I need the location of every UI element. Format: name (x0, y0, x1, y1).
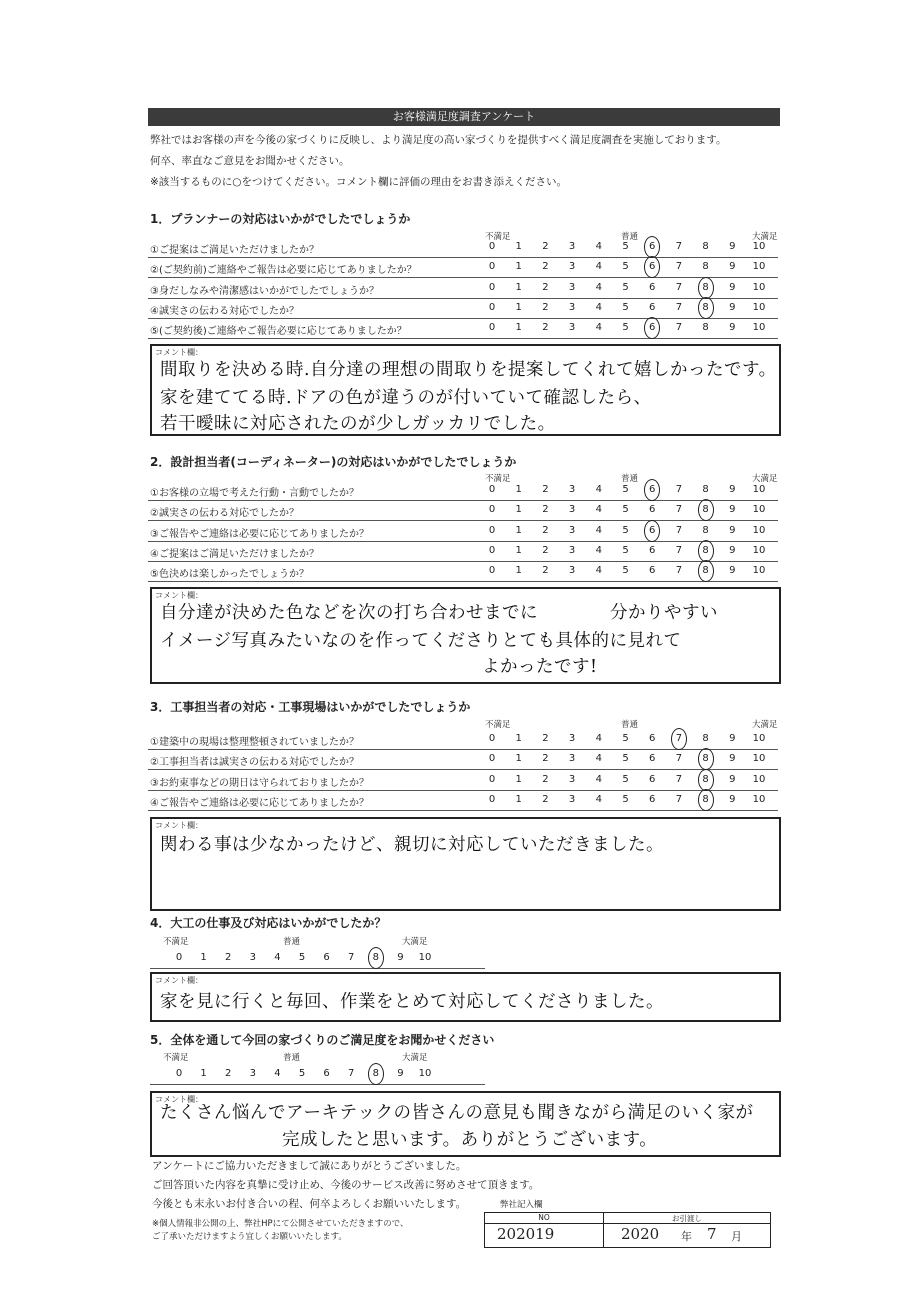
rating-option[interactable]: 5 (298, 1068, 306, 1079)
rating-option[interactable]: 8 (702, 322, 709, 334)
rating-option[interactable]: 9 (729, 504, 736, 516)
rating-option[interactable]: 8 (369, 1068, 383, 1079)
rating-option[interactable]: 1 (515, 733, 522, 744)
rating-option[interactable]: 6 (645, 484, 659, 495)
rating-option[interactable]: 4 (595, 484, 602, 495)
rating-option[interactable]: 9 (729, 241, 736, 252)
rating-option[interactable]: 10 (752, 733, 766, 744)
rating-option[interactable]: 5 (622, 504, 629, 516)
comment-line: よかったです! (482, 657, 598, 677)
rating-option[interactable]: 7 (675, 261, 683, 273)
rating-option[interactable]: 9 (729, 484, 736, 495)
rating-option[interactable]: 2 (542, 241, 549, 252)
rating-option[interactable]: 9 (729, 524, 736, 536)
rating-option[interactable]: 4 (274, 952, 281, 963)
comment-line: たくさん悩んでアーキテックの皆さんの意見も聞きながら満足のいく家が (160, 1103, 754, 1123)
survey-title: お客様満足度調査アンケート (148, 108, 780, 126)
rating-option[interactable]: 9 (729, 281, 736, 293)
rating-option[interactable]: 8 (699, 545, 713, 556)
rating-option[interactable]: 2 (542, 773, 549, 785)
rating-option[interactable]: 6 (649, 281, 656, 293)
rating-option[interactable]: 7 (675, 753, 683, 765)
rating-option[interactable]: 9 (729, 565, 736, 577)
comment-label: コメント欄： (155, 821, 203, 830)
rating-option[interactable]: 0 (175, 952, 183, 963)
rating-option[interactable]: 9 (729, 544, 736, 556)
scale-high-label: 大満足 (402, 937, 428, 947)
rating-option[interactable]: 2 (542, 261, 549, 273)
rating-option[interactable]: 0 (488, 322, 496, 334)
privacy-line-2: ご了承いただけますよう宜しくお願いいたします。 (152, 1232, 347, 1242)
rating-row (148, 770, 778, 791)
rating-option[interactable]: 2 (542, 484, 549, 495)
rating-option[interactable]: 3 (568, 322, 576, 334)
rating-option[interactable]: 3 (568, 301, 576, 313)
rating-option[interactable]: 1 (515, 565, 522, 577)
rating-option[interactable]: 7 (675, 565, 683, 577)
scale-low-label: 不満足 (485, 232, 511, 242)
section-4-comment-box[interactable] (150, 972, 781, 1022)
rating-option[interactable]: 4 (595, 773, 602, 785)
rating-option[interactable]: 1 (200, 1068, 207, 1079)
scale-mid-label: 普通 (621, 720, 639, 730)
rating-option[interactable]: 10 (752, 753, 766, 765)
comment-label: コメント欄： (155, 348, 203, 357)
rating-option[interactable]: 8 (369, 952, 383, 963)
rating-option[interactable]: 5 (622, 733, 629, 744)
rating-row (148, 318, 778, 339)
rating-option[interactable]: 5 (622, 524, 629, 536)
rating-option[interactable]: 10 (752, 322, 766, 334)
rating-option[interactable]: 0 (488, 504, 496, 516)
rating-row (148, 790, 778, 811)
rating-row (148, 729, 778, 750)
scale-high-label: 大満足 (402, 1053, 428, 1063)
rating-option[interactable]: 4 (595, 733, 602, 744)
rating-option[interactable]: 3 (568, 753, 576, 765)
rating-option[interactable]: 6 (649, 504, 656, 516)
intro-line-3: ※該当するものに○をつけてください。コメント欄に評価の理由をお書き添えください。 (150, 176, 567, 188)
section-5-comment-box[interactable] (150, 1091, 781, 1157)
rating-option[interactable]: 7 (675, 773, 683, 785)
rating-option[interactable]: 10 (752, 281, 766, 293)
rating-option[interactable]: 3 (568, 261, 576, 273)
rating-option[interactable]: 4 (595, 793, 602, 805)
rating-option[interactable]: 3 (568, 504, 576, 516)
rating-option[interactable]: 4 (595, 281, 602, 293)
rating-option[interactable]: 0 (488, 565, 496, 577)
rating-option[interactable]: 2 (542, 565, 549, 577)
rating-option[interactable]: 1 (200, 952, 207, 963)
section-5-heading: 5．全体を通して今回の家づくりのご満足度をお聞かせください (150, 1033, 495, 1047)
rating-option[interactable]: 7 (672, 733, 686, 744)
rating-option[interactable]: 2 (542, 753, 549, 765)
handover-year: 2020 (621, 1225, 660, 1243)
rating-option[interactable]: 5 (622, 544, 629, 556)
rating-option[interactable]: 5 (622, 753, 629, 765)
rating-option[interactable]: 4 (595, 544, 602, 556)
rating-option[interactable]: 2 (542, 281, 549, 293)
scale-mid-label: 普通 (283, 937, 301, 947)
comment-line: 完成したと思います。ありがとうございます。 (282, 1130, 658, 1150)
section-2-comment-box[interactable] (150, 587, 781, 684)
rating-row (150, 948, 485, 969)
rating-option[interactable]: 7 (675, 504, 683, 516)
question-text: ④ご報告やご連絡は必要に応じてありましたか？ (150, 797, 369, 809)
rating-option[interactable]: 6 (645, 322, 659, 333)
rating-option[interactable]: 2 (225, 1068, 232, 1079)
rating-option[interactable]: 1 (515, 544, 522, 556)
rating-option[interactable]: 3 (249, 1068, 256, 1079)
rating-option[interactable]: 3 (568, 544, 576, 556)
question-text: ④ご提案はご満足いただけましたか？ (150, 548, 319, 560)
rating-option[interactable]: 9 (729, 773, 736, 785)
rating-option[interactable]: 4 (595, 322, 602, 334)
section-3-heading: 3．工事担当者の対応・工事現場はいかがでしたでしょうか (150, 700, 471, 714)
question-text: ①お客様の立場で考えた行動・言動でしたか？ (150, 488, 359, 499)
question-text: ⑤(ご契約後)ご連絡やご報告必要に応じてありましたか？ (150, 326, 407, 338)
rating-option[interactable]: 8 (702, 733, 709, 744)
rating-option[interactable]: 2 (542, 322, 549, 334)
rating-option[interactable]: 3 (568, 524, 576, 536)
section-3-comment-box[interactable] (150, 817, 781, 911)
rating-option[interactable]: 6 (645, 241, 659, 252)
rating-option[interactable]: 4 (595, 565, 602, 577)
month-unit: 月 (731, 1230, 742, 1243)
rating-option[interactable]: 4 (595, 524, 602, 536)
rating-option[interactable]: 8 (702, 241, 709, 252)
rating-option[interactable]: 0 (488, 793, 496, 805)
section-4-heading: 4．大工の仕事及び対応はいかがでしたか？ (150, 916, 387, 930)
rating-option[interactable]: 6 (649, 773, 656, 785)
rating-option[interactable]: 6 (649, 793, 656, 805)
rating-option[interactable]: 1 (515, 524, 522, 536)
question-text: ②(ご契約前)ご連絡やご報告は必要に応じてありましたか？ (150, 265, 417, 277)
footer-line-3: 今後とも末永いお付き合いの程、何卒よろしくお願いいたします。 (152, 1198, 467, 1210)
rating-option[interactable]: 10 (418, 952, 432, 963)
rating-option[interactable]: 3 (568, 281, 576, 293)
rating-option[interactable]: 3 (568, 793, 576, 805)
rating-option[interactable]: 7 (348, 1068, 355, 1079)
question-text: ③ご報告やご連絡は必要に応じてありましたか？ (150, 528, 369, 540)
rating-option[interactable]: 7 (675, 241, 683, 252)
rating-option[interactable]: 0 (488, 773, 496, 785)
rating-option[interactable]: 8 (702, 524, 709, 536)
rating-row (148, 237, 778, 258)
question-text: ④誠実さの伝わる対応でしたか？ (150, 305, 299, 317)
rating-option[interactable]: 5 (622, 484, 629, 495)
intro-line-2: 何卒、率直なご意見をお聞かせください。 (150, 155, 350, 167)
rating-option[interactable]: 5 (622, 301, 629, 313)
rating-option[interactable]: 7 (348, 952, 355, 963)
question-text: ②工事担当者は誠実さの伝わる対応でしたか？ (150, 757, 359, 769)
rating-option[interactable]: 10 (752, 773, 766, 785)
section-1-comment-box[interactable] (150, 344, 781, 436)
rating-option[interactable]: 9 (397, 952, 404, 963)
rating-option[interactable]: 0 (488, 241, 496, 252)
rating-option[interactable]: 1 (515, 504, 522, 516)
scale-low-label: 不満足 (485, 474, 511, 484)
rating-option[interactable]: 2 (542, 504, 549, 516)
rating-option[interactable]: 7 (675, 544, 683, 556)
rating-option[interactable]: 5 (622, 773, 629, 785)
rating-option[interactable]: 9 (729, 261, 736, 273)
rating-option[interactable]: 2 (542, 301, 549, 313)
rating-option[interactable]: 3 (568, 733, 576, 744)
rating-option[interactable]: 8 (699, 753, 713, 764)
scale-high-label: 大満足 (752, 474, 778, 484)
comment-line: イメージ写真みたいなのを作ってくださりとても具体的に見れて (160, 631, 682, 651)
office-use-table (484, 1212, 771, 1248)
rating-row (148, 278, 778, 299)
rating-row (148, 541, 778, 562)
rating-option[interactable]: 1 (515, 484, 522, 495)
rating-option[interactable]: 10 (418, 1068, 432, 1079)
comment-label: コメント欄： (155, 976, 203, 985)
rating-option[interactable]: 6 (645, 525, 659, 536)
rating-row (148, 521, 778, 542)
rating-option[interactable]: 10 (752, 793, 766, 805)
rating-option[interactable]: 7 (675, 524, 683, 536)
rating-option[interactable]: 7 (675, 793, 683, 805)
rating-option[interactable]: 5 (622, 241, 629, 252)
rating-option[interactable]: 0 (488, 484, 496, 495)
rating-option[interactable]: 9 (729, 793, 736, 805)
rating-option[interactable]: 9 (729, 301, 736, 313)
rating-option[interactable]: 1 (515, 281, 522, 293)
rating-option[interactable]: 5 (622, 793, 629, 805)
scale-mid-label: 普通 (621, 232, 639, 242)
intro-line-1: 弊社ではお客様の声を今後の家づくりに反映し、より満足度の高い家づくりを提供すべく満足度調査を実施しております。 (150, 134, 727, 146)
scale-low-label: 不満足 (485, 720, 511, 730)
rating-option[interactable]: 9 (729, 322, 736, 334)
rating-option[interactable]: 0 (488, 733, 496, 744)
rating-option[interactable]: 10 (752, 261, 766, 273)
rating-option[interactable]: 4 (595, 504, 602, 516)
scale-high-label: 大満足 (752, 232, 778, 242)
question-text: ②誠実さの伝わる対応でしたか？ (150, 508, 299, 520)
rating-option[interactable]: 8 (699, 282, 713, 293)
comment-line: 間取りを決める時.自分達の理想の間取りを提案してくれて嬉しかったです。 (160, 360, 777, 380)
comment-line: 若干曖昧に対応されたのが少しガッカリでした。 (160, 414, 556, 434)
section-2-heading: 2．設計担当者(コーディネーター)の対応はいかがでしたでしょうか (150, 455, 517, 469)
rating-option[interactable]: 10 (752, 301, 766, 313)
section-1-heading: 1．プランナーの対応はいかがでしたでしょうか (150, 212, 411, 226)
rating-option[interactable]: 5 (298, 952, 306, 963)
comment-line: 家を見に行くと毎回、作業をとめて対応してくださりました。 (160, 992, 664, 1012)
question-text: ①建築中の現場は整理整頓されていましたか？ (150, 737, 359, 748)
rating-option[interactable]: 10 (752, 544, 766, 556)
comment-label: コメント欄： (155, 1095, 203, 1104)
rating-row (148, 749, 778, 770)
rating-option[interactable]: 5 (622, 261, 629, 273)
rating-option[interactable]: 0 (488, 281, 496, 293)
rating-option[interactable]: 10 (752, 524, 766, 536)
rating-option[interactable]: 1 (515, 793, 522, 805)
rating-option[interactable]: 8 (699, 774, 713, 785)
rating-option[interactable]: 6 (323, 952, 330, 963)
rating-option[interactable]: 6 (323, 1068, 330, 1079)
question-text: ③身だしなみや清潔感はいかがでしたでしょうか？ (150, 285, 379, 297)
no-value: 202019 (497, 1225, 555, 1243)
rating-option[interactable]: 3 (568, 773, 576, 785)
rating-option[interactable]: 7 (675, 281, 683, 293)
question-text: ⑤色決めは楽しかったでしょうか？ (150, 569, 309, 581)
rating-option[interactable]: 10 (752, 241, 766, 252)
comment-line: 自分達が決めた色などを次の打ち合わせまでに 分かりやすい (160, 603, 718, 623)
rating-option[interactable]: 2 (542, 793, 549, 805)
no-header: NO (485, 1213, 604, 1224)
rating-option[interactable]: 5 (622, 281, 629, 293)
rating-option[interactable]: 10 (752, 504, 766, 516)
comment-label: コメント欄： (155, 591, 203, 600)
rating-option[interactable]: 0 (488, 261, 496, 273)
scale-mid-label: 普通 (621, 474, 639, 484)
rating-option[interactable]: 3 (568, 565, 576, 577)
rating-option[interactable]: 8 (702, 261, 709, 273)
scale-low-label: 不満足 (163, 1053, 189, 1063)
scale-low-label: 不満足 (163, 937, 189, 947)
rating-row (148, 298, 778, 319)
rating-option[interactable]: 6 (645, 261, 659, 272)
question-text: ③お約束事などの期日は守られておりましたか？ (150, 777, 369, 789)
rating-option[interactable]: 4 (595, 301, 602, 313)
footer-line-1: アンケートにご協力いただきまして誠にありがとうございました。 (152, 1160, 467, 1172)
rating-option[interactable]: 6 (649, 565, 656, 577)
rating-option[interactable]: 2 (542, 544, 549, 556)
rating-option[interactable]: 1 (515, 301, 522, 313)
rating-option[interactable]: 6 (649, 753, 656, 765)
rating-option[interactable]: 1 (515, 322, 522, 334)
rating-option[interactable]: 1 (515, 241, 522, 252)
rating-option[interactable]: 4 (595, 753, 602, 765)
year-unit: 年 (681, 1230, 692, 1243)
rating-option[interactable]: 1 (515, 773, 522, 785)
rating-option[interactable]: 0 (488, 524, 496, 536)
rating-option[interactable]: 4 (595, 261, 602, 273)
rating-option[interactable]: 8 (699, 794, 713, 805)
rating-option[interactable]: 6 (649, 544, 656, 556)
office-use-label: 弊社記入欄 (500, 1200, 543, 1210)
rating-row (148, 561, 778, 582)
rating-option[interactable]: 7 (675, 322, 683, 334)
rating-option[interactable]: 0 (175, 1068, 183, 1079)
rating-option[interactable]: 10 (752, 565, 766, 577)
rating-option[interactable]: 3 (249, 952, 256, 963)
rating-option[interactable]: 6 (649, 733, 656, 744)
scale-high-label: 大満足 (752, 720, 778, 730)
comment-line: 家を建ててる時.ドアの色が違うのが付いていて確認したら、 (160, 388, 652, 408)
rating-option[interactable]: 3 (568, 484, 576, 495)
rating-option[interactable]: 9 (729, 733, 736, 744)
rating-option[interactable]: 0 (488, 544, 496, 556)
rating-option[interactable]: 3 (568, 241, 576, 252)
rating-option[interactable]: 0 (488, 301, 496, 313)
question-text: ①ご提案はご満足いただけましたか？ (150, 245, 319, 256)
rating-option[interactable]: 9 (397, 1068, 404, 1079)
handover-month: 7 (707, 1225, 717, 1243)
rating-row (148, 480, 778, 501)
rating-row (148, 257, 778, 278)
scale-mid-label: 普通 (283, 1053, 301, 1063)
rating-option[interactable]: 2 (542, 733, 549, 744)
rating-option[interactable]: 8 (699, 302, 713, 313)
rating-option[interactable]: 7 (675, 301, 683, 313)
rating-option[interactable]: 5 (622, 322, 629, 334)
rating-option[interactable]: 5 (622, 565, 629, 577)
rating-option[interactable]: 1 (515, 753, 522, 765)
footer-line-2: ご回答頂いた内容を真摯に受け止め、今後のサービス改善に努めさせて頂きます。 (152, 1179, 540, 1191)
privacy-line-1: ※個人情報非公開の上、弊社HPにて公開させていただきますので、 (152, 1219, 409, 1229)
rating-option[interactable]: 8 (702, 484, 709, 495)
rating-row (148, 500, 778, 521)
rating-option[interactable]: 10 (752, 484, 766, 495)
rating-option[interactable]: 2 (225, 952, 232, 963)
rating-option[interactable]: 2 (542, 524, 549, 536)
rating-option[interactable]: 9 (729, 753, 736, 765)
rating-option[interactable]: 7 (675, 484, 683, 495)
rating-option[interactable]: 8 (699, 504, 713, 515)
comment-line: 関わる事は少なかったけど、親切に対応していただきました。 (160, 835, 664, 855)
rating-option[interactable]: 8 (699, 565, 713, 576)
rating-option[interactable]: 4 (274, 1068, 281, 1079)
rating-row (150, 1064, 485, 1085)
rating-option[interactable]: 6 (649, 301, 656, 313)
rating-option[interactable]: 0 (488, 753, 496, 765)
handover-header: お引渡し (604, 1213, 770, 1224)
rating-option[interactable]: 1 (515, 261, 522, 273)
rating-option[interactable]: 4 (595, 241, 602, 252)
